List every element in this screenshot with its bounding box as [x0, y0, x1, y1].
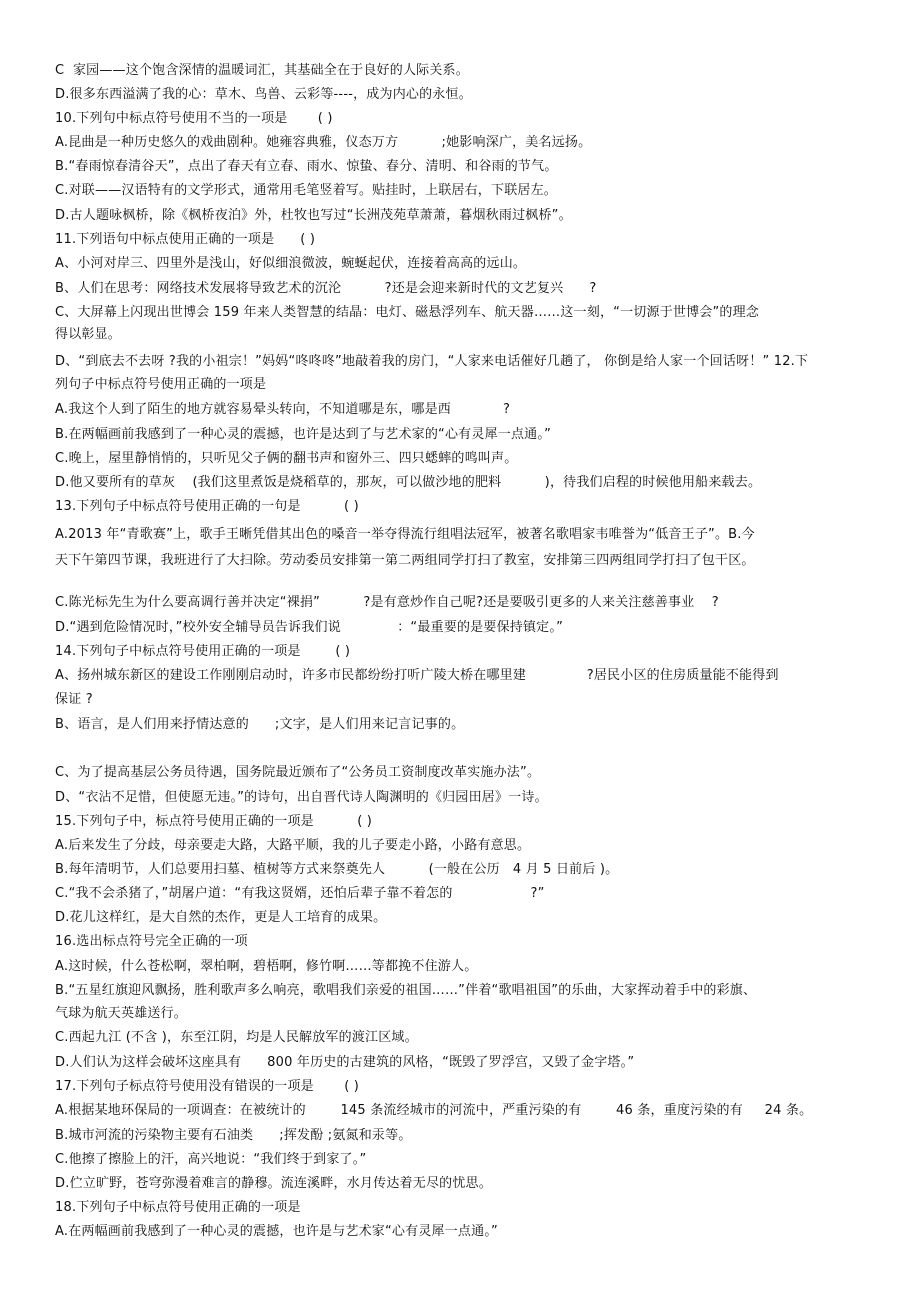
text-line: D.很多东西溢满了我的心：草木、鸟兽、云彩等----，成为内心的永恒。 — [55, 87, 472, 102]
text-line: A.2013 年“青歌赛”上，歌手王晰凭借其出色的嗓音一举夺得流行组唱法冠军，被著名歌唱家韦唯誉为“低音王子”。B.今 — [55, 527, 755, 542]
text-line: A.这时候，什么苍松啊，翠柏啊，碧梧啊，修竹啊……等都挽不住游人。 — [55, 959, 478, 974]
text-line: C.“我不会杀猪了，”胡屠户道：“有我这贤婿，还怕后辈子靠不着怎的 ?” — [55, 886, 545, 901]
question-10-stem: 10.下列句中标点符号使用不当的一项是 ( ) — [55, 111, 333, 126]
text-line: B.“五星红旗迎风飘扬，胜利歌声多么响亮，歌唱我们亲爱的祖国……”伴着“歌唱祖国”的乐曲，大家挥动着手中的彩旗、 — [55, 983, 757, 998]
question-16-stem: 16.选出标点符号完全正确的一项 — [55, 934, 248, 949]
text-line: B.城市河流的污染物主要有石油类 ;挥发酚 ;氨氮和汞等。 — [55, 1128, 412, 1143]
text-line: C 家园——这个饱含深情的温暖词汇，其基础全在于良好的人际关系。 — [55, 63, 469, 78]
text-line: B、人们在思考：网络技术发展将导致艺术的沉沦 ?还是会迎来新时代的文艺复兴 ? — [55, 281, 597, 296]
text-line: C.晚上，屋里静悄悄的，只听见父子俩的翻书声和窗外三、四只蟋蟀的鸣叫声。 — [55, 451, 518, 466]
text-line: C.西起九江 (不含 )，东至江阴，均是人民解放军的渡江区域。 — [55, 1030, 418, 1045]
text-line: 得以彰显。 — [55, 327, 122, 342]
text-line: A.我这个人到了陌生的地方就容易晕头转向，不知道哪是东，哪是西 ? — [55, 402, 511, 417]
text-line: A、扬州城东新区的建设工作刚刚启动时，许多市民都纷纷打听广陵大桥在哪里建 ?居民小区的住房质量能不能得到 — [55, 668, 779, 683]
text-line: D.人们认为这样会破坏这座具有 800 年历史的古建筑的风格，“既毁了罗浮宫，又毁了金字塔。” — [55, 1055, 635, 1070]
text-line: B.在两幅画前我感到了一种心灵的震撼，也许是达到了与艺术家的“心有灵犀一点通。” — [55, 427, 552, 442]
text-line: D.伫立旷野，苍穹弥漫着难言的静穆。流连溪畔，水月传达着无尽的忧思。 — [55, 1176, 492, 1191]
text-line: D、“到底去不去呀 ?我的小祖宗！”妈妈“咚咚咚”地敲着我的房门，“人家来电话催好几趟了， 你倒是给人家一个回话呀！” 12.下 — [55, 354, 809, 369]
text-line: B.每年清明节，人们总要用扫墓、植树等方式来祭奠先人 (一般在公历 4 月 5 日前后 )。 — [55, 862, 619, 877]
question-14-stem: 14.下列句子中标点符号使用正确的一项是 ( ) — [55, 644, 351, 659]
text-line: A、小河对岸三、四里外是浅山，好似细浪微波，蜿蜒起伏，连接着高高的远山。 — [55, 256, 527, 271]
text-line: C.他擦了擦脸上的汗，高兴地说：“我们终于到家了。” — [55, 1152, 367, 1167]
text-line: B、语言，是人们用来抒情达意的 ;文字，是人们用来记言记事的。 — [55, 717, 465, 732]
text-line: D.古人题咏枫桥，除《枫桥夜泊》外，杜牧也写过“长洲茂苑草萧萧，暮烟秋雨过枫桥”。 — [55, 208, 572, 223]
text-line: A.在两幅画前我感到了一种心灵的震撼，也许是与艺术家“心有灵犀一点通。” — [55, 1224, 498, 1239]
text-line: C、为了提高基层公务员待遇，国务院最近颁布了“公务员工资制度改革实施办法”。 — [55, 765, 541, 780]
text-line: 气球为航天英雄送行。 — [55, 1006, 188, 1021]
question-12-stem: 列句子中标点符号使用正确的一项是 — [55, 377, 267, 392]
text-line: C.陈光标先生为什么要高调行善并决定“裸捐” ?是有意炒作自己呢?还是要吸引更多的人来关注慈善事业 ? — [55, 595, 719, 610]
text-line: 保证 ? — [55, 692, 93, 707]
text-line: 天下午第四节课，我班进行了大扫除。劳动委员安排第一第二两组同学打扫了教室，安排第三四两组同学打扫了包干区。 — [55, 553, 755, 568]
question-13-stem: 13.下列句子中标点符号使用正确的一句是 ( ) — [55, 499, 359, 514]
question-17-stem: 17.下列句子标点符号使用没有错误的一项是 ( ) — [55, 1079, 360, 1094]
text-line: D.“遇到危险情况时，”校外安全辅导员告诉我们说 ：“最重要的是要保持镇定。” — [55, 620, 564, 635]
text-line: C.对联——汉语特有的文学形式，通常用毛笔竖着写。贴挂时，上联居右，下联居左。 — [55, 183, 558, 198]
text-line: D.花儿这样红，是大自然的杰作，更是人工培育的成果。 — [55, 910, 387, 925]
question-18-stem: 18.下列句子中标点符号使用正确的一项是 — [55, 1200, 301, 1215]
text-line: C、大屏幕上闪现出世博会 159 年来人类智慧的结晶：电灯、磁悬浮列车、航天器……这一刻，“一切源于世博会”的理念 — [55, 305, 760, 320]
question-15-stem: 15.下列句子中，标点符号使用正确的一项是 ( ) — [55, 814, 373, 829]
text-line: A.后来发生了分歧，母亲要走大路，大路平顺，我的儿子要走小路，小路有意思。 — [55, 838, 531, 853]
text-line: B.“春雨惊春清谷天”，点出了春天有立春、雨水、惊蛰、春分、清明、和谷雨的节气。 — [55, 159, 558, 174]
text-line: A.昆曲是一种历史悠久的戏曲剧种。她雍容典雅，仪态万方 ;她影响深广，美名远扬。 — [55, 135, 592, 150]
text-line: D.他又要所有的草灰 (我们这里煮饭是烧稻草的，那灰，可以做沙地的肥料 )，待我们启程的时候他用船来载去。 — [55, 475, 762, 490]
text-line: D、“衣沾不足惜，但使愿无违。”的诗句，出自晋代诗人陶渊明的《归园田居》一诗。 — [55, 790, 548, 805]
question-11-stem: 11.下列语句中标点使用正确的一项是 ( ) — [55, 232, 316, 247]
text-line: A.根据某地环保局的一项调查：在被统计的 145 条流经城市的河流中，严重污染的有 46 条，重度污染的有 24 条。 — [55, 1103, 813, 1118]
